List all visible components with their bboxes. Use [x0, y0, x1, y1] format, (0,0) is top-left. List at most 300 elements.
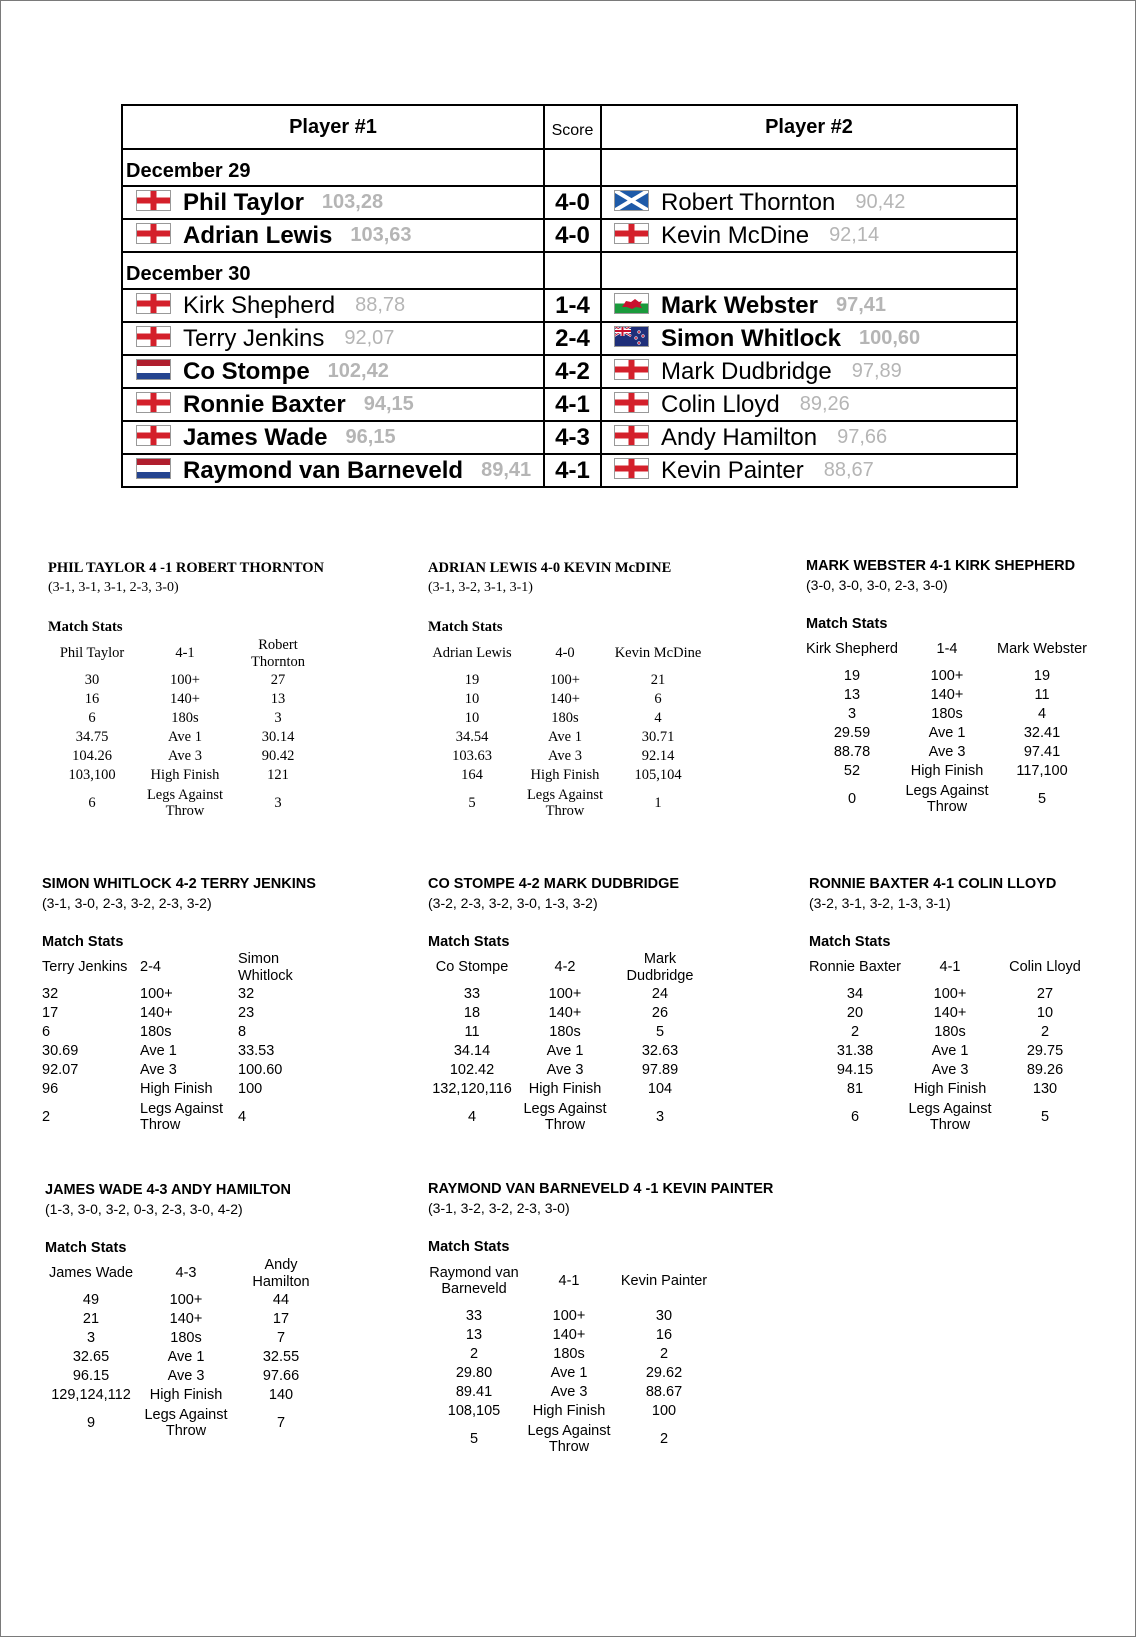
stat-label: Ave 1	[168, 729, 202, 746]
player-name: James Wade	[183, 423, 328, 451]
stat-label: High Finish	[910, 763, 984, 780]
stat-value: 13	[843, 687, 861, 704]
stats-row	[809, 1061, 1091, 1080]
stat-value: 30.14	[261, 729, 295, 746]
player-average: 97,41	[835, 294, 887, 316]
stat-value: 100	[238, 1081, 263, 1098]
stat-value: 5	[1040, 1108, 1050, 1125]
stats-row	[48, 785, 322, 821]
match-stats-table	[428, 1255, 710, 1457]
stat-label: 180s	[934, 1024, 966, 1041]
stat-value: 8	[238, 1024, 247, 1041]
stats-result: 4-1	[558, 1272, 580, 1289]
stat-label: Legs Against Throw	[527, 1422, 611, 1455]
stat-label: 180s	[140, 1024, 172, 1041]
player2-header: Player #2	[601, 105, 1017, 149]
stat-value: 9	[86, 1414, 96, 1431]
stat-value: 96	[42, 1081, 59, 1098]
stats-row	[45, 1386, 327, 1405]
player-average: 89,26	[799, 393, 850, 415]
stat-value: 29.62	[645, 1365, 683, 1382]
player-average: 92,14	[829, 224, 880, 246]
stats-row	[48, 671, 322, 690]
stat-value: 24	[651, 986, 669, 1003]
stat-block	[48, 560, 324, 821]
stat-value: 140	[268, 1387, 294, 1404]
stat-value: 117,100	[1016, 763, 1068, 780]
stats-result: 4-3	[175, 1265, 197, 1282]
stat-value: 34.75	[75, 729, 109, 746]
stat-value: 13	[270, 691, 286, 708]
stat-block	[806, 558, 1088, 817]
stats-row	[428, 1402, 710, 1421]
stat-label: Legs Against Throw	[526, 786, 604, 819]
netherlands-flag-icon	[136, 458, 171, 479]
player-name: Raymond van Barneveld	[183, 456, 464, 484]
stat-label: 100+	[140, 986, 173, 1003]
stats-row	[45, 1291, 327, 1310]
stat-value: 17	[42, 1005, 59, 1022]
player2-cell	[601, 388, 1017, 421]
player1-cell	[122, 186, 544, 219]
stat-value: 32.55	[262, 1349, 300, 1366]
stats-row	[428, 1080, 706, 1099]
player1-header: Player #1	[122, 105, 544, 149]
stat-value: 3	[655, 1108, 665, 1125]
match-row	[122, 289, 1017, 322]
stat-value: 2	[850, 1024, 860, 1041]
stat-value: 7	[276, 1414, 286, 1431]
stats-header-row	[428, 950, 706, 985]
stats-row	[45, 1310, 327, 1329]
stat-label: Ave 1	[548, 729, 582, 746]
stats-row	[806, 724, 1088, 743]
stats-player-name: Robert Thornton	[251, 637, 305, 670]
england-flag-icon	[614, 392, 649, 413]
stat-value: 13	[465, 1327, 483, 1344]
stat-label: 140+	[548, 1005, 582, 1022]
stats-row	[428, 1042, 706, 1061]
match-row	[122, 219, 1017, 252]
player-name: Robert Thornton	[661, 188, 836, 216]
stat-value: 52	[843, 763, 861, 780]
stat-label: 140+	[933, 1005, 967, 1022]
stat-label: Legs Against Throw	[144, 1406, 228, 1439]
stat-value: 88.78	[833, 744, 871, 761]
date-row	[122, 149, 1017, 186]
netherlands-flag-icon	[136, 359, 171, 380]
stats-row	[428, 1421, 710, 1457]
player-average: 92,07	[344, 327, 395, 349]
player-name: Mark Webster	[661, 291, 818, 319]
stats-player-name: Ronnie Baxter	[809, 959, 901, 976]
stat-value: 2	[1040, 1024, 1050, 1041]
stat-label: High Finish	[150, 767, 220, 784]
stat-value: 26	[651, 1005, 669, 1022]
match-title: RAYMOND VAN BARNEVELD 4 -1 KEVIN PAINTER	[428, 1181, 774, 1197]
stats-row	[42, 1023, 326, 1042]
stat-value: 4	[1037, 706, 1047, 723]
stat-value: 6	[88, 710, 96, 727]
stat-value: 32	[238, 986, 255, 1003]
stat-value: 30.71	[641, 729, 675, 746]
stats-row	[809, 985, 1091, 1004]
stats-player-name: James Wade	[48, 1265, 134, 1282]
stats-player-name: Kirk Shepherd	[806, 641, 898, 658]
player1-cell	[122, 421, 544, 454]
stats-row	[428, 785, 702, 821]
stat-value: 31.38	[836, 1043, 874, 1060]
stat-value: 100.60	[238, 1062, 283, 1079]
stat-block	[809, 876, 1091, 1135]
stat-label: Ave 3	[140, 1062, 177, 1079]
stats-row	[428, 1364, 710, 1383]
stats-header-row	[806, 632, 1088, 667]
stat-value: 5	[468, 794, 476, 811]
stat-value: 97.89	[641, 1062, 679, 1079]
stat-label: Ave 3	[168, 748, 202, 765]
player-name: Kirk Shepherd	[183, 291, 336, 319]
match-score: 4-0	[544, 219, 601, 252]
stat-value: 32	[42, 986, 59, 1003]
player1-cell	[122, 289, 544, 322]
stat-label: Ave 1	[167, 1349, 205, 1366]
stats-row	[42, 1099, 326, 1135]
england-flag-icon	[136, 392, 171, 413]
stat-block	[428, 560, 702, 821]
stat-label: Legs Against Throw	[140, 1100, 224, 1133]
stat-label: 180s	[931, 706, 963, 723]
stat-value: 102.42	[449, 1062, 495, 1079]
stat-label: High Finish	[530, 767, 600, 784]
stat-label: 140+	[552, 1327, 586, 1344]
stat-label: Ave 3	[546, 1062, 584, 1079]
stat-value: 29.75	[1026, 1043, 1064, 1060]
stats-player-name: Terry Jenkins	[42, 959, 128, 976]
england-flag-icon	[614, 425, 649, 446]
stat-label: Ave 1	[928, 725, 966, 742]
stats-result: 4-2	[554, 959, 576, 976]
player1-cell	[122, 355, 544, 388]
stats-header-row	[428, 636, 702, 671]
stat-value: 104.26	[72, 748, 112, 765]
stats-row	[809, 1042, 1091, 1061]
stat-value: 5	[1037, 790, 1047, 807]
player-name: Co Stompe	[183, 357, 310, 385]
stat-value: 2	[659, 1430, 669, 1447]
player1-cell	[122, 388, 544, 421]
stats-row	[45, 1348, 327, 1367]
match-row	[122, 388, 1017, 421]
stat-value: 92.14	[641, 748, 675, 765]
match-stats-label: Match Stats	[809, 934, 891, 950]
match-row	[122, 421, 1017, 454]
match-score: 4-2	[544, 355, 601, 388]
stat-label: Ave 3	[928, 744, 966, 761]
stat-value: 6	[850, 1108, 860, 1125]
set-scores: (1-3, 3-0, 3-2, 0-3, 2-3, 3-0, 4-2)	[45, 1201, 243, 1217]
stats-row	[42, 1004, 326, 1023]
stat-label: 100+	[170, 672, 200, 689]
stats-row	[428, 1383, 710, 1402]
stats-header-row	[48, 636, 322, 671]
stat-block	[42, 876, 326, 1135]
stat-label: 140+	[169, 1311, 203, 1328]
player-average: 94,15	[363, 393, 414, 415]
stat-value: 4	[467, 1108, 477, 1125]
match-title: MARK WEBSTER 4-1 KIRK SHEPHERD	[806, 558, 1076, 574]
set-scores: (3-1, 3-1, 3-1, 2-3, 3-0)	[48, 580, 179, 595]
player2-cell	[601, 355, 1017, 388]
stat-value: 164	[461, 767, 483, 784]
stat-value: 30.69	[42, 1043, 79, 1060]
set-scores: (3-2, 3-1, 3-2, 1-3, 3-1)	[809, 895, 951, 911]
england-flag-icon	[136, 293, 171, 314]
stats-row	[806, 743, 1088, 762]
stat-label: Legs Against Throw	[523, 1100, 607, 1133]
stat-label: Ave 3	[931, 1062, 969, 1079]
stat-value: 27	[1036, 986, 1054, 1003]
stats-row	[428, 690, 702, 709]
stat-label: High Finish	[149, 1387, 223, 1404]
stats-row	[42, 985, 326, 1004]
match-title: PHIL TAYLOR 4 -1 ROBERT THORNTON	[48, 560, 325, 576]
stat-value: 16	[655, 1327, 673, 1344]
stat-block	[45, 1182, 327, 1441]
stat-value: 105,104	[634, 767, 682, 784]
match-date: December 30	[122, 252, 544, 289]
results-table	[121, 104, 1018, 488]
match-score: 4-1	[544, 388, 601, 421]
match-score: 4-0	[544, 186, 601, 219]
stats-row	[428, 1326, 710, 1345]
new-zealand-flag-icon	[614, 326, 649, 347]
stat-label: 100+	[169, 1292, 203, 1309]
match-title: CO STOMPE 4-2 MARK DUDBRIDGE	[428, 876, 680, 892]
stat-value: 33	[463, 986, 481, 1003]
match-stats-table	[806, 632, 1088, 817]
player1-cell	[122, 219, 544, 252]
stat-value: 89.26	[1026, 1062, 1064, 1079]
stat-value: 20	[846, 1005, 864, 1022]
stats-header-row	[809, 950, 1091, 985]
match-score: 4-3	[544, 421, 601, 454]
stats-row	[42, 1061, 326, 1080]
player2-cell	[601, 219, 1017, 252]
stat-value: 19	[1033, 668, 1051, 685]
stats-row	[48, 747, 322, 766]
stat-value: 92.07	[42, 1062, 79, 1079]
stat-value: 34	[846, 986, 864, 1003]
stat-value: 32.41	[1023, 725, 1061, 742]
stat-label: 100+	[548, 986, 582, 1003]
stat-value: 81	[846, 1081, 864, 1098]
match-score: 1-4	[544, 289, 601, 322]
player-average: 102,42	[327, 360, 389, 382]
stat-value: 21	[82, 1311, 100, 1328]
stat-value: 49	[82, 1292, 100, 1309]
stats-player-name: Mark Webster	[997, 641, 1087, 658]
stat-value: 97.66	[262, 1368, 300, 1385]
stat-label: Legs Against Throw	[146, 786, 224, 819]
england-flag-icon	[614, 223, 649, 244]
stat-value: 27	[270, 672, 286, 689]
set-scores: (3-2, 2-3, 3-2, 3-0, 1-3, 3-2)	[428, 895, 598, 911]
stat-label: Legs Against Throw	[908, 1100, 992, 1133]
results-header-row	[122, 105, 1017, 149]
stat-value: 19	[464, 672, 480, 689]
stat-label: 100+	[552, 1308, 586, 1325]
stats-row	[809, 1099, 1091, 1135]
stats-row	[428, 1023, 706, 1042]
player-name: Andy Hamilton	[661, 423, 818, 451]
stats-row	[45, 1405, 327, 1441]
stat-value: 34.54	[455, 729, 489, 746]
stat-value: 10	[464, 710, 480, 727]
stat-value: 96.15	[72, 1368, 110, 1385]
match-title: ADRIAN LEWIS 4-0 KEVIN McDINE	[428, 560, 672, 576]
player-name: Kevin Painter	[661, 456, 804, 484]
stats-row	[809, 1080, 1091, 1099]
stat-value: 129,124,112	[51, 1387, 131, 1404]
stat-value: 29.80	[455, 1365, 493, 1382]
match-stats-label: Match Stats	[428, 934, 510, 950]
stat-label: Ave 3	[167, 1368, 205, 1385]
stat-value: 7	[276, 1330, 286, 1347]
stats-row	[806, 762, 1088, 781]
stat-value: 33.53	[238, 1043, 275, 1060]
stats-header-row	[45, 1256, 327, 1291]
player-average: 88,67	[823, 459, 874, 481]
stat-value: 29.59	[833, 725, 871, 742]
match-date: December 29	[122, 149, 544, 186]
match-score: 2-4	[544, 322, 601, 355]
stat-value: 44	[272, 1292, 290, 1309]
match-title: RONNIE BAXTER 4-1 COLIN LLOYD	[809, 876, 1057, 892]
stat-label: 180s	[171, 710, 199, 727]
stat-value: 90.42	[261, 748, 295, 765]
stats-row	[48, 709, 322, 728]
stat-value: 11	[464, 1024, 480, 1041]
stats-row	[48, 728, 322, 747]
stat-label: Ave 3	[548, 748, 582, 765]
stats-player-name: Adrian Lewis	[432, 645, 512, 662]
stat-value: 6	[654, 691, 662, 708]
stat-label: High Finish	[528, 1081, 602, 1098]
stat-value: 5	[469, 1430, 479, 1447]
stat-label: 140+	[930, 687, 964, 704]
stats-row	[428, 709, 702, 728]
stat-value: 11	[1034, 687, 1050, 704]
england-flag-icon	[136, 326, 171, 347]
stats-result: 4-0	[555, 645, 575, 662]
stats-row	[428, 1099, 706, 1135]
set-scores: (3-1, 3-2, 3-1, 3-1)	[428, 580, 533, 595]
stat-value: 103.63	[452, 748, 492, 765]
stat-label: High Finish	[140, 1081, 213, 1098]
stats-result: 2-4	[140, 959, 161, 976]
stat-value: 10	[464, 691, 480, 708]
match-row	[122, 186, 1017, 219]
date-row	[122, 252, 1017, 289]
player-name: Terry Jenkins	[183, 324, 325, 352]
player-name: Simon Whitlock	[661, 324, 841, 352]
stats-row	[806, 781, 1088, 817]
stats-row	[806, 667, 1088, 686]
match-title: SIMON WHITLOCK 4-2 TERRY JENKINS	[42, 876, 316, 892]
player-name: Adrian Lewis	[183, 221, 333, 249]
stat-value: 88.67	[645, 1384, 683, 1401]
stats-player-name: Andy Hamilton	[252, 1257, 310, 1290]
player2-cell	[601, 186, 1017, 219]
empty-score-cell	[544, 149, 601, 186]
stats-player-name: Colin Lloyd	[1009, 959, 1081, 976]
stat-value: 104	[647, 1081, 673, 1098]
stats-result: 1-4	[936, 641, 958, 658]
match-row	[122, 322, 1017, 355]
match-stats-table	[48, 636, 322, 821]
stat-value: 32.65	[72, 1349, 110, 1366]
stats-row	[809, 1004, 1091, 1023]
stats-row	[806, 686, 1088, 705]
stat-value: 0	[847, 790, 857, 807]
stat-value: 6	[88, 794, 96, 811]
player-average: 96,15	[345, 426, 396, 448]
stat-value: 2	[42, 1108, 51, 1125]
stat-value: 132,120,116	[432, 1081, 512, 1098]
stat-block	[428, 1181, 773, 1457]
stats-player-name: Phil Taylor	[59, 645, 125, 662]
england-flag-icon	[614, 359, 649, 380]
player-average: 103,28	[321, 191, 384, 213]
stats-row	[45, 1367, 327, 1386]
stat-value: 32.63	[641, 1043, 679, 1060]
stat-value: 4	[238, 1108, 247, 1125]
stat-label: 180s	[551, 710, 579, 727]
match-stats-table	[428, 636, 702, 821]
stat-label: High Finish	[532, 1403, 606, 1420]
stat-value: 18	[463, 1005, 481, 1022]
stat-label: Ave 1	[931, 1043, 969, 1060]
scotland-flag-icon	[614, 190, 649, 211]
match-stats-table	[428, 950, 706, 1135]
stat-label: Ave 1	[140, 1043, 177, 1060]
england-flag-icon	[136, 425, 171, 446]
player2-cell	[601, 454, 1017, 487]
match-stats-label: Match Stats	[42, 934, 124, 950]
stat-label: 100+	[550, 672, 580, 689]
stat-value: 17	[272, 1311, 290, 1328]
stats-row	[428, 747, 702, 766]
stat-value: 6	[42, 1024, 51, 1041]
stat-value: 30	[84, 672, 100, 689]
match-row	[122, 355, 1017, 388]
player-name: Colin Lloyd	[661, 390, 780, 418]
stats-player-name: Kevin Painter	[620, 1272, 708, 1289]
stat-value: 33	[465, 1308, 483, 1325]
match-stats-label: Match Stats	[806, 616, 888, 632]
stat-label: 140+	[140, 1005, 173, 1022]
results-body	[122, 149, 1017, 487]
stats-row	[48, 690, 322, 709]
stat-label: 180s	[549, 1024, 581, 1041]
empty-score-cell	[544, 252, 601, 289]
stats-row	[809, 1023, 1091, 1042]
player-average: 97,89	[851, 360, 902, 382]
match-score: 4-1	[544, 454, 601, 487]
stats-row	[428, 1004, 706, 1023]
stat-value: 21	[650, 672, 666, 689]
